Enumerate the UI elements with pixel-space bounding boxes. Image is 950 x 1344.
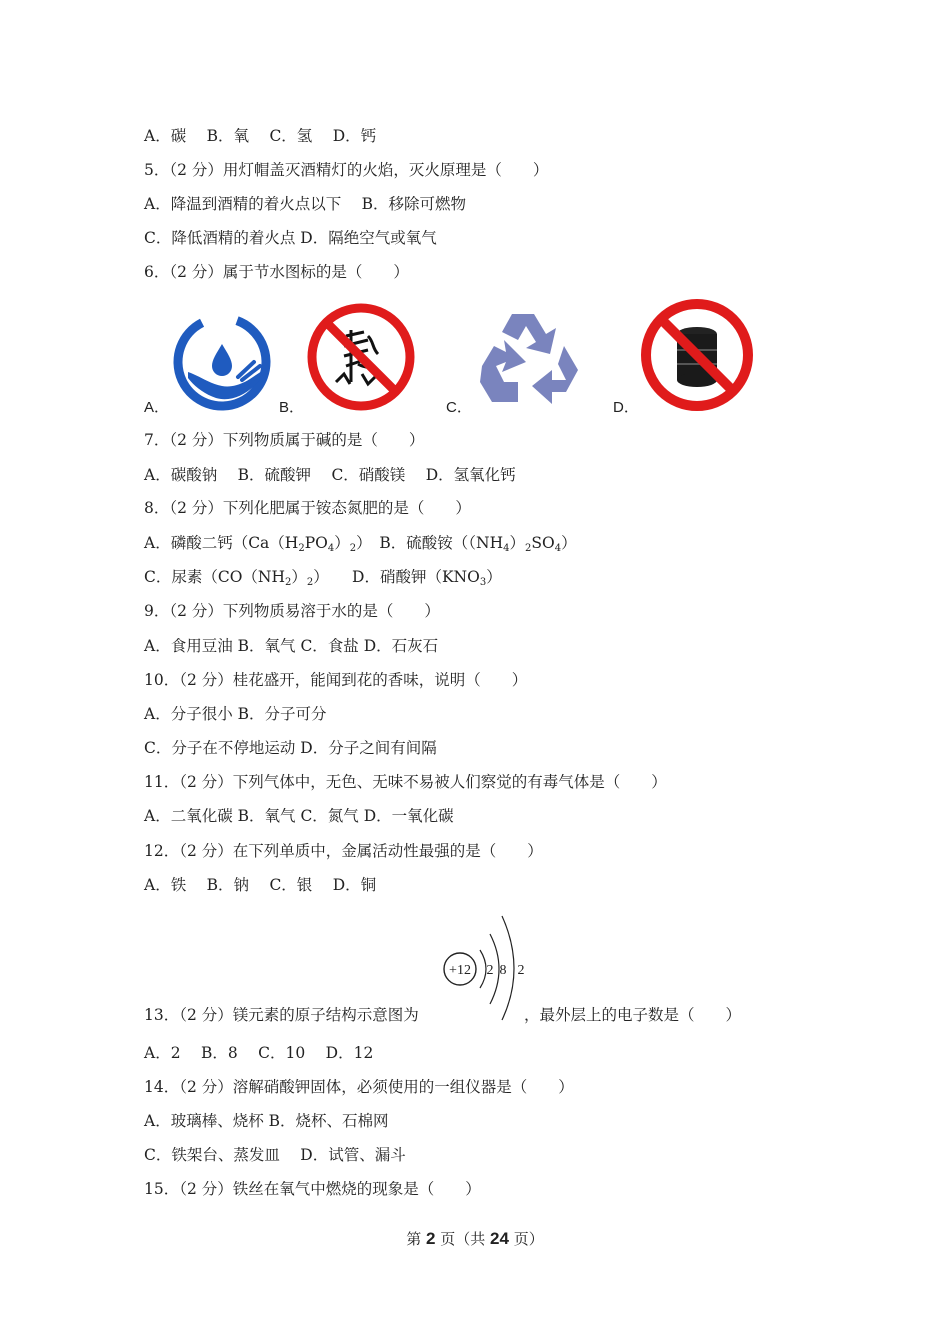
subscript: 2 (306, 577, 314, 588)
subscript: 3 (479, 577, 487, 588)
nucleus-charge: +12 (449, 963, 471, 978)
q9-options: A．食用豆油 B．氧气 C．食盐 D．石灰石 (144, 637, 439, 655)
q12-options: A．铁 B．钠 C．银 D．铜 (144, 876, 377, 894)
q9-stem: 9．（2 分）下列物质易溶于水的是（ ） (144, 602, 440, 620)
q6-label-a: A． (144, 399, 170, 416)
subscript: 2 (349, 543, 357, 554)
q8-options-cd (144, 567, 502, 593)
subscript: 2 (285, 577, 292, 588)
q12-stem: 12．（2 分）在下列单质中，金属活动性最强的是（ ） (144, 842, 543, 860)
q10-options-1: A．分子很小 B．分子可分 (144, 705, 327, 723)
q14-options-2: C．铁架台、蒸发皿 D．试管、漏斗 (144, 1146, 406, 1164)
q8-options-ab (144, 533, 577, 559)
formula-part: ） (509, 534, 525, 552)
q5-options-1: A．降温到酒精的着火点以下 B．移除可燃物 (144, 195, 467, 213)
q15-stem: 15．（2 分）铁丝在氧气中燃烧的现象是（ ） (144, 1180, 481, 1198)
no-deforestation-icon (306, 302, 416, 416)
q8-stem: 8．（2 分）下列化肥属于铵态氮肥的是（ ） (144, 499, 471, 517)
footer-text: 页） (508, 1230, 544, 1248)
formula-part: ） (486, 568, 502, 586)
q11-stem: 11．（2 分）下列气体中，无色、无味不易被人们察觉的有毒气体是（ ） (144, 773, 667, 791)
q7-options: A．碳酸钠 B．硫酸钾 C．硝酸镁 D．氢氧化钙 (144, 466, 516, 484)
footer-text: 页（共 (435, 1230, 491, 1248)
formula-part: ） (561, 534, 577, 552)
q8-option-b: B．硫酸铵（（NH (363, 534, 504, 552)
q14-stem: 14．（2 分）溶解硝酸钾固体，必须使用的一组仪器是（ ） (144, 1078, 574, 1096)
page-footer (0, 1228, 950, 1249)
footer-text: 第 (406, 1230, 427, 1248)
q6-label-c: C． (446, 399, 472, 416)
subscript: 4 (554, 543, 562, 554)
q8-option-d: D．硝酸钾（KNO (321, 568, 480, 586)
subscript: 4 (503, 543, 510, 554)
atom-structure-diagram (440, 912, 530, 1022)
no-oil-barrel-icon (640, 298, 754, 416)
subscript: 2 (524, 543, 532, 554)
q13-stem-before: 13．（2 分）镁元素的原子结构示意图为 (144, 1006, 419, 1024)
q6-label-d: D． (613, 399, 639, 416)
q14-options-1: A．玻璃棒、烧杯 B．烧杯、石棉网 (144, 1112, 389, 1130)
formula-part: ） (356, 534, 364, 552)
subscript: 4 (327, 543, 335, 554)
q7-stem: 7．（2 分）下列物质属于碱的是（ ） (144, 431, 425, 449)
formula-part: ） (334, 534, 350, 552)
shell-3-count: 2 (517, 963, 525, 978)
page-number: 2 (426, 1229, 436, 1248)
total-pages: 24 (490, 1229, 509, 1248)
shell-2-count: 8 (499, 963, 507, 978)
formula-part: ） (313, 568, 322, 586)
subscript: 2 (298, 543, 305, 554)
q5-options-2: C．降低酒精的着火点 D．隔绝空气或氧气 (144, 229, 437, 247)
q10-stem: 10．（2 分）桂花盛开，能闻到花的香味，说明（ ） (144, 671, 528, 689)
water-saving-icon (170, 310, 274, 418)
q6-stem: 6．（2 分）属于节水图标的是（ ） (144, 263, 409, 281)
q4-options: A．碳 B．氧 C．氢 D．钙 (144, 127, 377, 145)
q6-label-b: B． (279, 399, 305, 416)
formula-part: SO (531, 534, 555, 552)
formula-part: PO (304, 534, 328, 552)
formula-part: ） (291, 568, 307, 586)
q13-options: A．2 B．8 C．10 D．12 (144, 1044, 374, 1062)
q11-options: A．二氧化碳 B．氧气 C．氮气 D．一氧化碳 (144, 807, 454, 825)
shell-1-count: 2 (486, 963, 494, 978)
q13-stem-after: ，最外层上的电子数是（ ） (524, 1006, 742, 1024)
q8-option-c: C．尿素（CO（NH (144, 568, 286, 586)
q5-stem: 5．（2 分）用灯帽盖灭酒精灯的火焰，灭火原理是（ ） (144, 161, 549, 179)
recycle-icon (472, 306, 586, 414)
q8-option-a: A．磷酸二钙（Ca（H (144, 534, 299, 552)
q10-options-2: C．分子在不停地运动 D．分子之间有间隔 (144, 739, 437, 757)
